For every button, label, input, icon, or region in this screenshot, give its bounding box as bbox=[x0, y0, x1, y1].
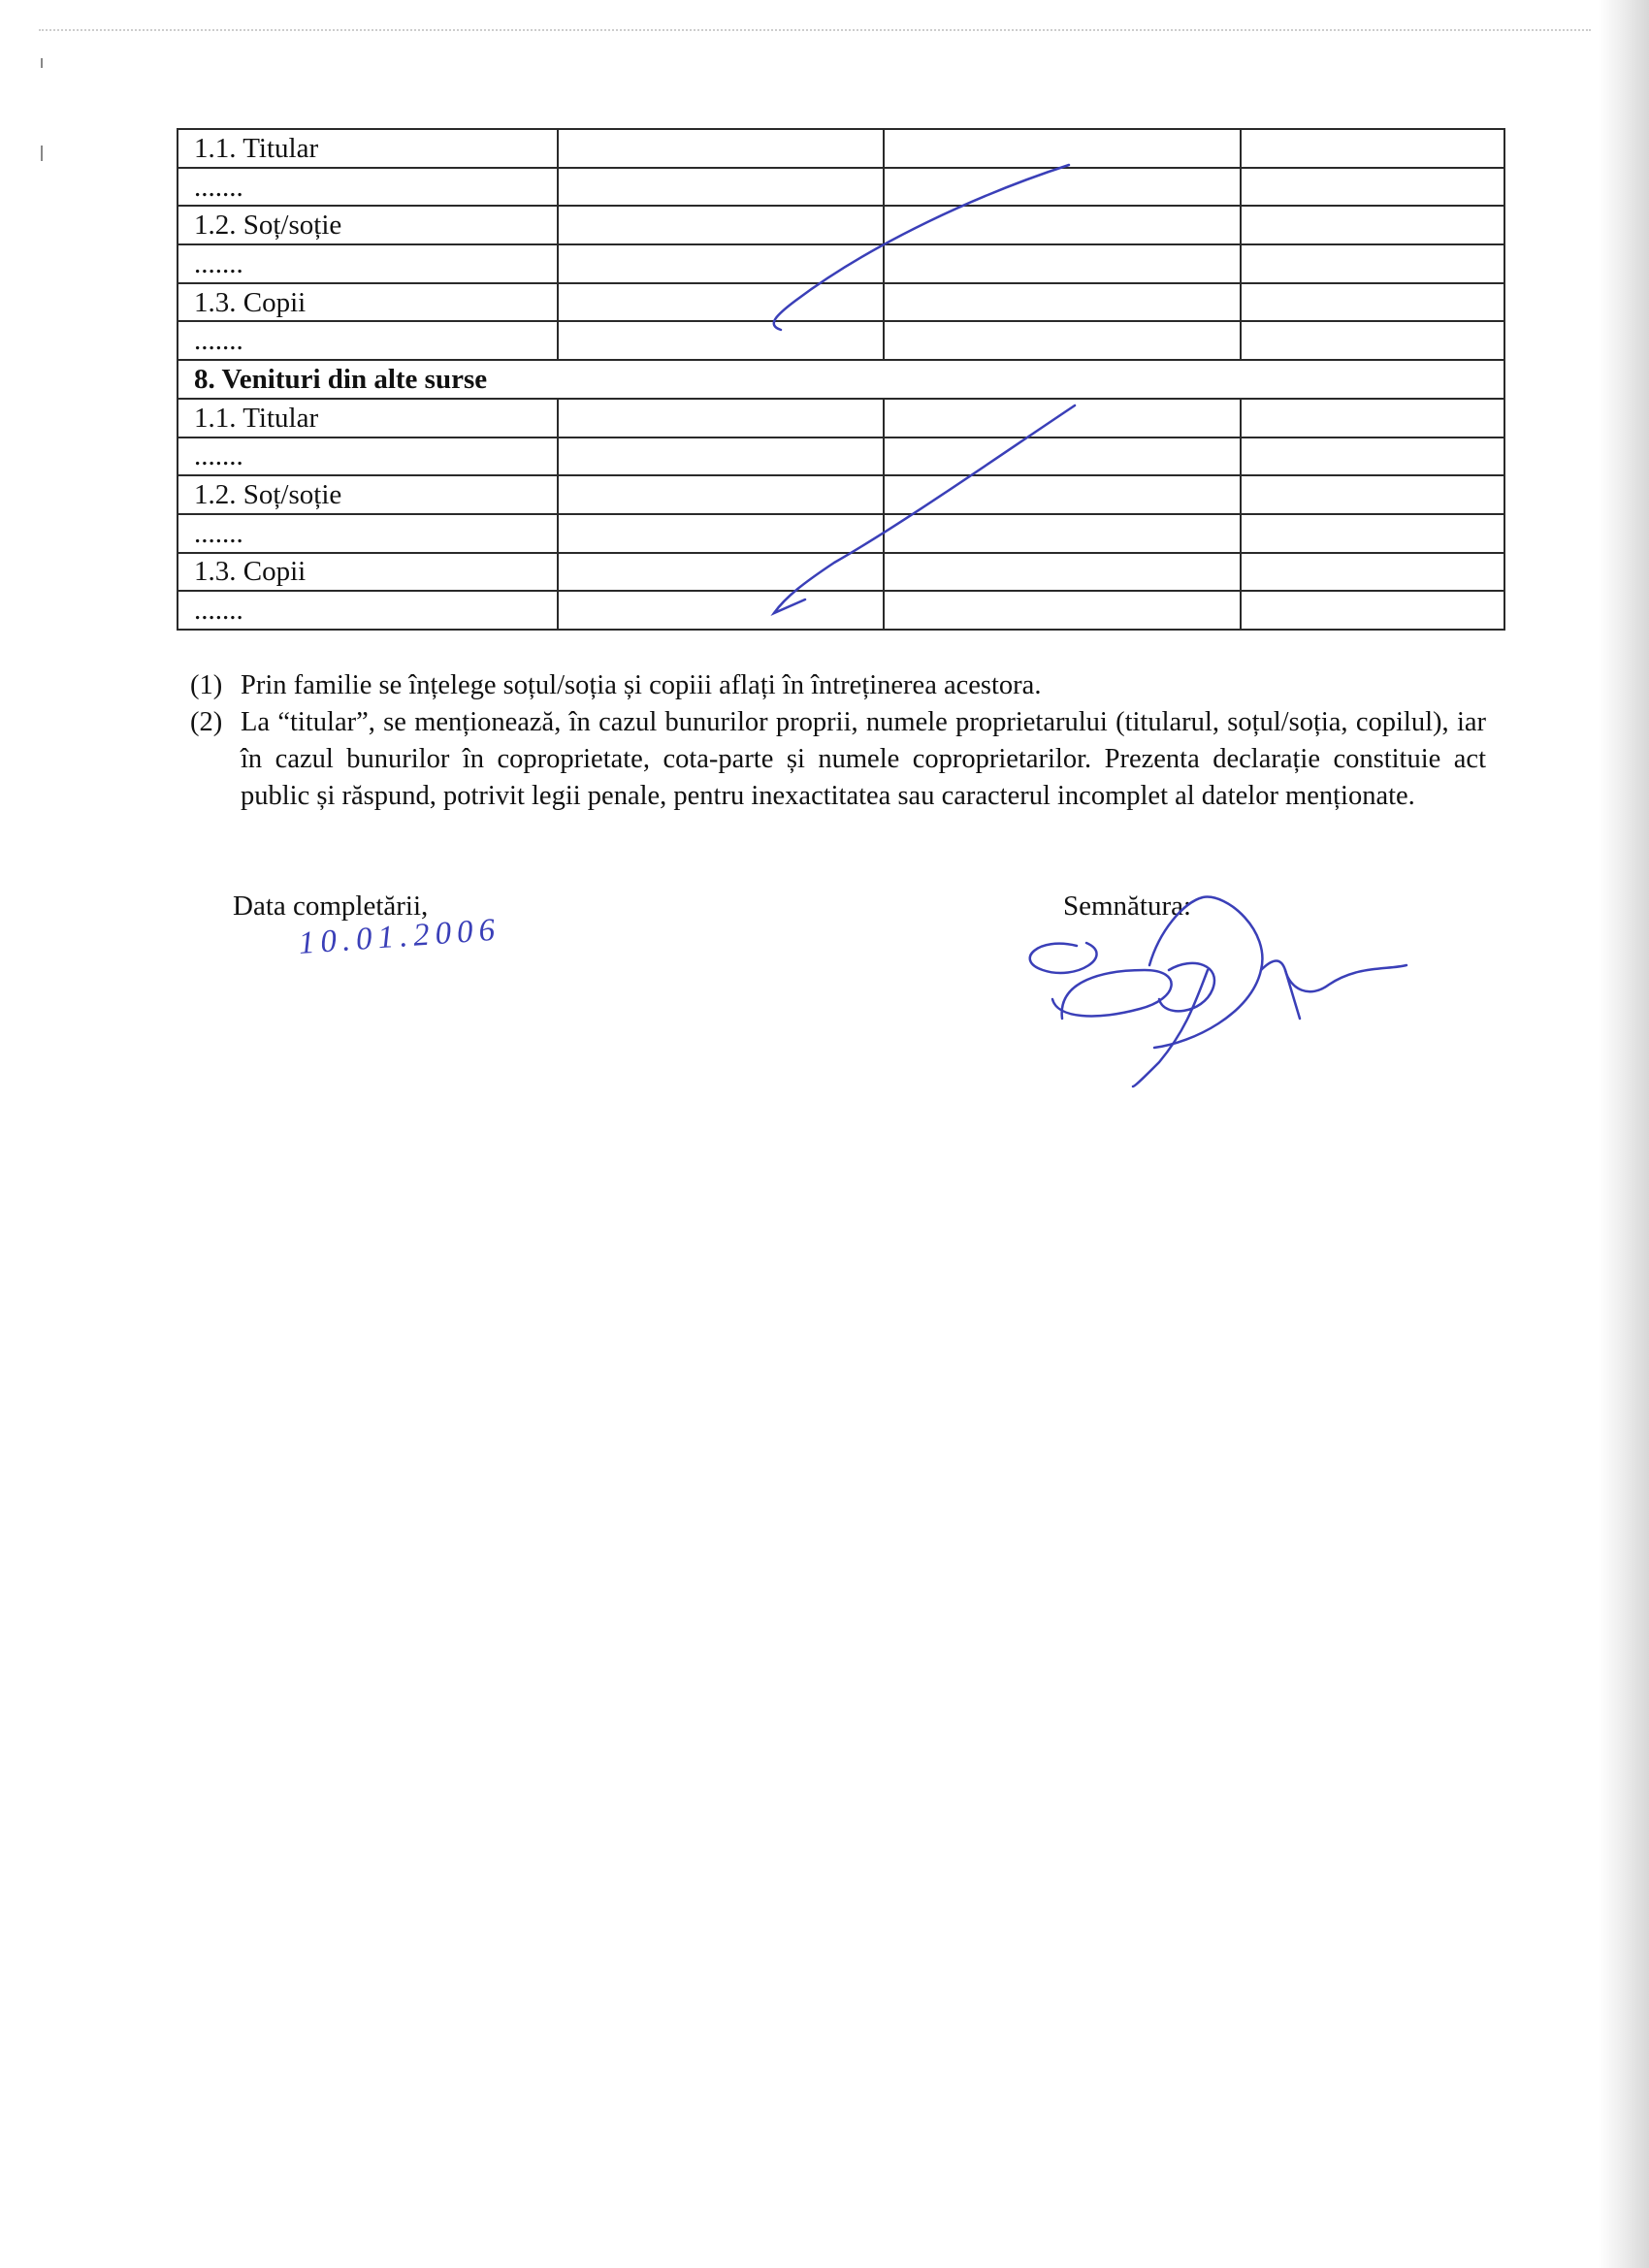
table-cell-empty bbox=[558, 514, 884, 553]
table-cell-empty bbox=[558, 437, 884, 476]
table-row bbox=[178, 591, 1504, 630]
table-row bbox=[178, 321, 1504, 360]
table-cell-empty bbox=[884, 283, 1241, 322]
table-cell-empty bbox=[884, 553, 1241, 592]
table-row bbox=[178, 129, 1504, 168]
table-cell-empty bbox=[558, 321, 884, 360]
table-cell-empty bbox=[1241, 244, 1504, 283]
table-cell-empty bbox=[884, 399, 1241, 437]
scan-edge-top bbox=[39, 29, 1591, 45]
table-cell-empty bbox=[1241, 591, 1504, 630]
row-label: ....... bbox=[178, 244, 558, 283]
table-cell-empty bbox=[1241, 553, 1504, 592]
table-row bbox=[178, 553, 1504, 592]
table-cell-empty bbox=[558, 244, 884, 283]
table-cell-empty bbox=[884, 591, 1241, 630]
table-cell-empty bbox=[1241, 475, 1504, 514]
table-cell-empty bbox=[558, 591, 884, 630]
row-label: 1.2. Soț/soție bbox=[178, 206, 558, 244]
row-label: ....... bbox=[178, 437, 558, 476]
signature bbox=[1030, 897, 1406, 1086]
table-cell-empty bbox=[1241, 168, 1504, 207]
table-cell-empty bbox=[884, 168, 1241, 207]
declaration-table bbox=[177, 128, 1505, 631]
margin-mark bbox=[41, 146, 43, 161]
row-label: ....... bbox=[178, 168, 558, 207]
signature-label: Semnătura: bbox=[1063, 891, 1192, 922]
section-heading: 8. Venituri din alte surse bbox=[178, 360, 1504, 399]
table-cell-empty bbox=[558, 475, 884, 514]
margin-mark bbox=[41, 58, 43, 68]
row-label: ....... bbox=[178, 321, 558, 360]
row-label: 1.2. Soț/soție bbox=[178, 475, 558, 514]
row-label: 1.1. Titular bbox=[178, 129, 558, 168]
footnote-text: La “titular”, se menționează, în cazul bunurilor proprii, numele proprietarului (titularul, soțul/soția, copilul), iar în cazul bunurilor în coproprietate, cota-parte și numele coproprietarilor. Prezenta declarație constituie act public și răspund, potrivit legii penale, pentru inexactitatea sau caracterul incomplet al datelor menționate. bbox=[241, 707, 1486, 811]
table-cell-empty bbox=[884, 206, 1241, 244]
table-cell-empty bbox=[1241, 399, 1504, 437]
table-cell-empty bbox=[884, 437, 1241, 476]
footnotes bbox=[190, 667, 1486, 815]
row-label: ....... bbox=[178, 591, 558, 630]
row-label: ....... bbox=[178, 514, 558, 553]
scan-edge-right bbox=[1599, 0, 1649, 2268]
date-label: Data completării, bbox=[233, 891, 429, 922]
table-row bbox=[178, 168, 1504, 207]
footnote-2 bbox=[190, 704, 1486, 815]
table-row bbox=[178, 475, 1504, 514]
footnote-number: (2) bbox=[190, 707, 223, 737]
table-cell-empty bbox=[558, 129, 884, 168]
table-cell-empty bbox=[1241, 321, 1504, 360]
table-row bbox=[178, 437, 1504, 476]
table-cell-empty bbox=[1241, 283, 1504, 322]
footnote-number: (1) bbox=[190, 670, 223, 700]
table-cell-empty bbox=[884, 321, 1241, 360]
row-label: 1.3. Copii bbox=[178, 553, 558, 592]
table-cell-empty bbox=[1241, 437, 1504, 476]
table-cell-empty bbox=[884, 514, 1241, 553]
table-cell-empty bbox=[558, 206, 884, 244]
section-row bbox=[178, 360, 1504, 399]
table-row bbox=[178, 206, 1504, 244]
handwritten-date: 10.01.2006 bbox=[297, 912, 502, 961]
table-row bbox=[178, 244, 1504, 283]
table-cell-empty bbox=[1241, 206, 1504, 244]
declaration-table-body bbox=[178, 129, 1504, 630]
table-row bbox=[178, 283, 1504, 322]
table-row bbox=[178, 399, 1504, 437]
table-cell-empty bbox=[884, 129, 1241, 168]
footnote-text: Prin familie se înțelege soțul/soția și copiii aflați în întreținerea acestora. bbox=[241, 670, 1042, 700]
table-cell-empty bbox=[884, 475, 1241, 514]
table-cell-empty bbox=[558, 399, 884, 437]
table-cell-empty bbox=[558, 283, 884, 322]
table-cell-empty bbox=[1241, 514, 1504, 553]
table-cell-empty bbox=[884, 244, 1241, 283]
table-row bbox=[178, 514, 1504, 553]
row-label: 1.3. Copii bbox=[178, 283, 558, 322]
table-cell-empty bbox=[558, 168, 884, 207]
footnote-1 bbox=[190, 667, 1486, 704]
table-cell-empty bbox=[558, 553, 884, 592]
table-cell-empty bbox=[1241, 129, 1504, 168]
row-label: 1.1. Titular bbox=[178, 399, 558, 437]
